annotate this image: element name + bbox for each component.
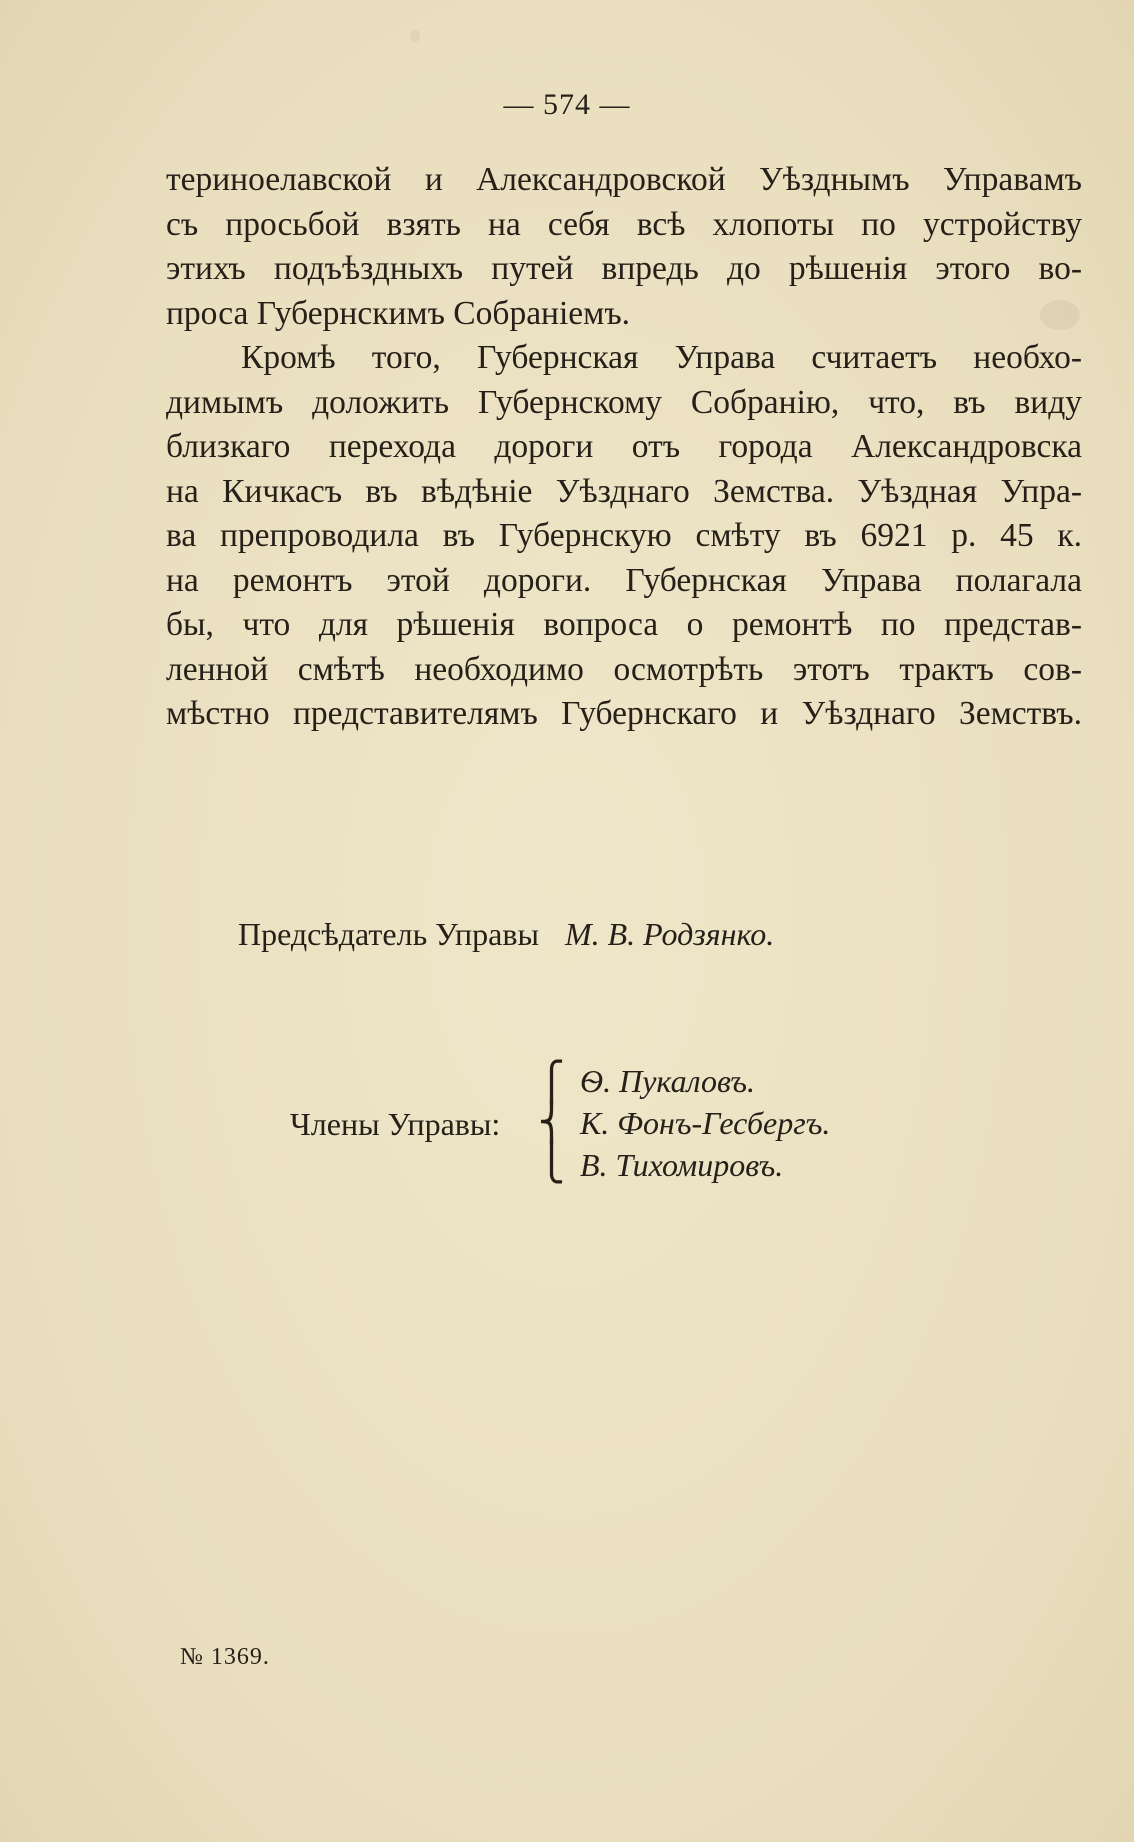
text-line: этихъ подъѣздныхъ путей впредь до рѣшенія этого во- <box>166 250 1082 287</box>
page-number: — 574 — <box>503 88 631 121</box>
text-line: проса Губернскимъ Собраніемъ. <box>166 294 631 332</box>
text-line: на ремонтъ этой дороги. Губернская Управа полагала <box>166 561 1082 599</box>
chairman-label: Предсѣдатель Управы <box>238 916 539 952</box>
text-line: Кромѣ того, Губернская Управа считаетъ необхо- <box>241 339 1082 376</box>
text-line: мѣстно представителямъ Губернскаго и Уѣзднаго Земствъ. <box>166 695 1082 732</box>
text-line: ленной смѣтѣ необходимо осмотрѣть этотъ трактъ сов- <box>166 650 1082 688</box>
text-line: ва препроводила въ Губернскую смѣту въ 6921 р. 45 к. <box>166 517 1082 554</box>
body-text <box>166 158 1082 737</box>
member-name: Ѳ. Пукаловъ. <box>580 1063 756 1099</box>
brace-symbol: ⎧ ⎨ ⎩ <box>538 1061 565 1184</box>
chairman-name: М. В. Родзянко. <box>564 916 775 952</box>
text-line: на Кичкасъ въ вѣдѣніе Уѣзднаго Земства. Уѣздная Упра- <box>166 472 1082 510</box>
member-name: В. Тихомировъ. <box>580 1147 784 1183</box>
text-line: близкаго перехода дороги отъ города Александровска <box>166 428 1082 465</box>
chairman-signature <box>238 916 774 953</box>
document-number: № 1369. <box>180 1644 270 1670</box>
text-line: димымъ доложить Губернскому Собранію, что, въ виду <box>166 383 1082 421</box>
members-label: Члены Управы: <box>290 1106 501 1142</box>
text-line: бы, что для рѣшенія вопроса о ремонтѣ по представ- <box>166 606 1082 643</box>
text-line: териноелавской и Александровской Уѣзднымъ Управамъ <box>166 161 1082 198</box>
member-name: К. Фонъ-Гесбергъ. <box>580 1105 831 1141</box>
member-list <box>580 1060 830 1186</box>
text-line: съ просьбой взять на себя всѣ хлопоты по устройству <box>166 205 1082 243</box>
